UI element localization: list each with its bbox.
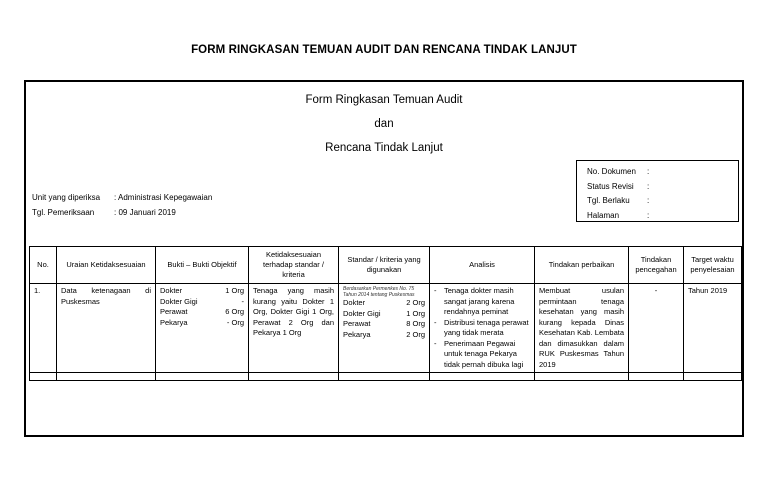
cell-analisis: [430, 284, 535, 373]
cell-standar: Berdasarkan Permenkes No. 75 Tahun 2014 tentang Puskesmas Dokter 2 Org Dokter Gigi 1 Org Perawat 8 Org Pekarya 2 Org: [339, 284, 430, 373]
form-title-line1: Form Ringkasan Temuan Audit: [305, 94, 463, 106]
header-uraian: Uraian Ketidaksesuaian: [57, 247, 156, 284]
analisis-item: - Distribusi tenaga perawat yang tidak merata: [434, 317, 529, 337]
doc-row-page: Halaman :: [587, 210, 650, 220]
inspection-date: Tgl. Pemeriksaan : 09 Januari 2019: [32, 208, 176, 217]
page-title: FORM RINGKASAN TEMUAN AUDIT DAN RENCANA TINDAK LANJUT: [191, 44, 577, 56]
form-frame: [24, 80, 744, 437]
unit-info: Unit yang diperiksa : Administrasi Kepegawaian: [32, 193, 213, 202]
cell-perbaikan: Membuat usulan permintaan tenaga kesehatan yang masih kurang kepada Dinas Kesehatan Kab. Lembata dan dimasukkan dalam RUK Puskesmas Tahun 2019: [535, 284, 629, 373]
form-title-line2: dan: [374, 118, 394, 130]
cell-uraian: Data ketenagaan di Puskesmas: [57, 284, 156, 373]
standar-reference-note: Berdasarkan Permenkes No. 75 Tahun 2014 tentang Puskesmas: [343, 286, 415, 298]
doc-row-number: No. Dokumen :: [587, 167, 650, 176]
cell-target: Tahun 2019: [684, 284, 742, 373]
header-standar: Standar / kriteria yang digunakan: [339, 247, 430, 284]
header-bukti: Bukti – Bukti Objektif: [156, 247, 249, 284]
header-ketidaksesuaian: Ketidaksesuaian terhadap standar / kriteria: [249, 247, 339, 284]
table-row-empty: [30, 373, 742, 381]
table-row: [30, 284, 742, 373]
form-title-line3: Rencana Tindak Lanjut: [325, 142, 443, 154]
doc-row-revision: Status Revisi :: [587, 181, 650, 191]
cell-bukti: Dokter 1 Org Dokter Gigi - Perawat 6 Org Pekarya - Org: [156, 284, 249, 373]
header-pencegahan: Tindakan pencegahan: [629, 247, 684, 284]
cell-ketidaksesuaian: Tenaga yang masih kurang yaitu Dokter 1 Org, Dokter Gigi 1 Org, Perawat 2 Org dan Pekarya 1 Org: [249, 284, 339, 373]
cell-no: 1.: [30, 284, 57, 373]
header-target: Target waktu penyelesaian: [684, 247, 742, 284]
header-no: No.: [30, 247, 57, 284]
doc-row-effective-date: Tgl. Berlaku :: [587, 196, 650, 205]
cell-pencegahan: -: [629, 284, 684, 373]
table-header-row: [30, 247, 742, 284]
header-perbaikan: Tindakan perbaikan: [535, 247, 629, 284]
analisis-item: - Penerimaan Pegawai untuk tenaga Pekarya tidak pernah dibuka lagi: [434, 338, 524, 369]
analisis-item: - Tenaga dokter masih sangat jarang karena rendahnya peminat: [434, 286, 515, 316]
header-analisis: Analisis: [430, 247, 535, 284]
audit-table: [29, 246, 742, 381]
document-info-box: [576, 160, 739, 222]
